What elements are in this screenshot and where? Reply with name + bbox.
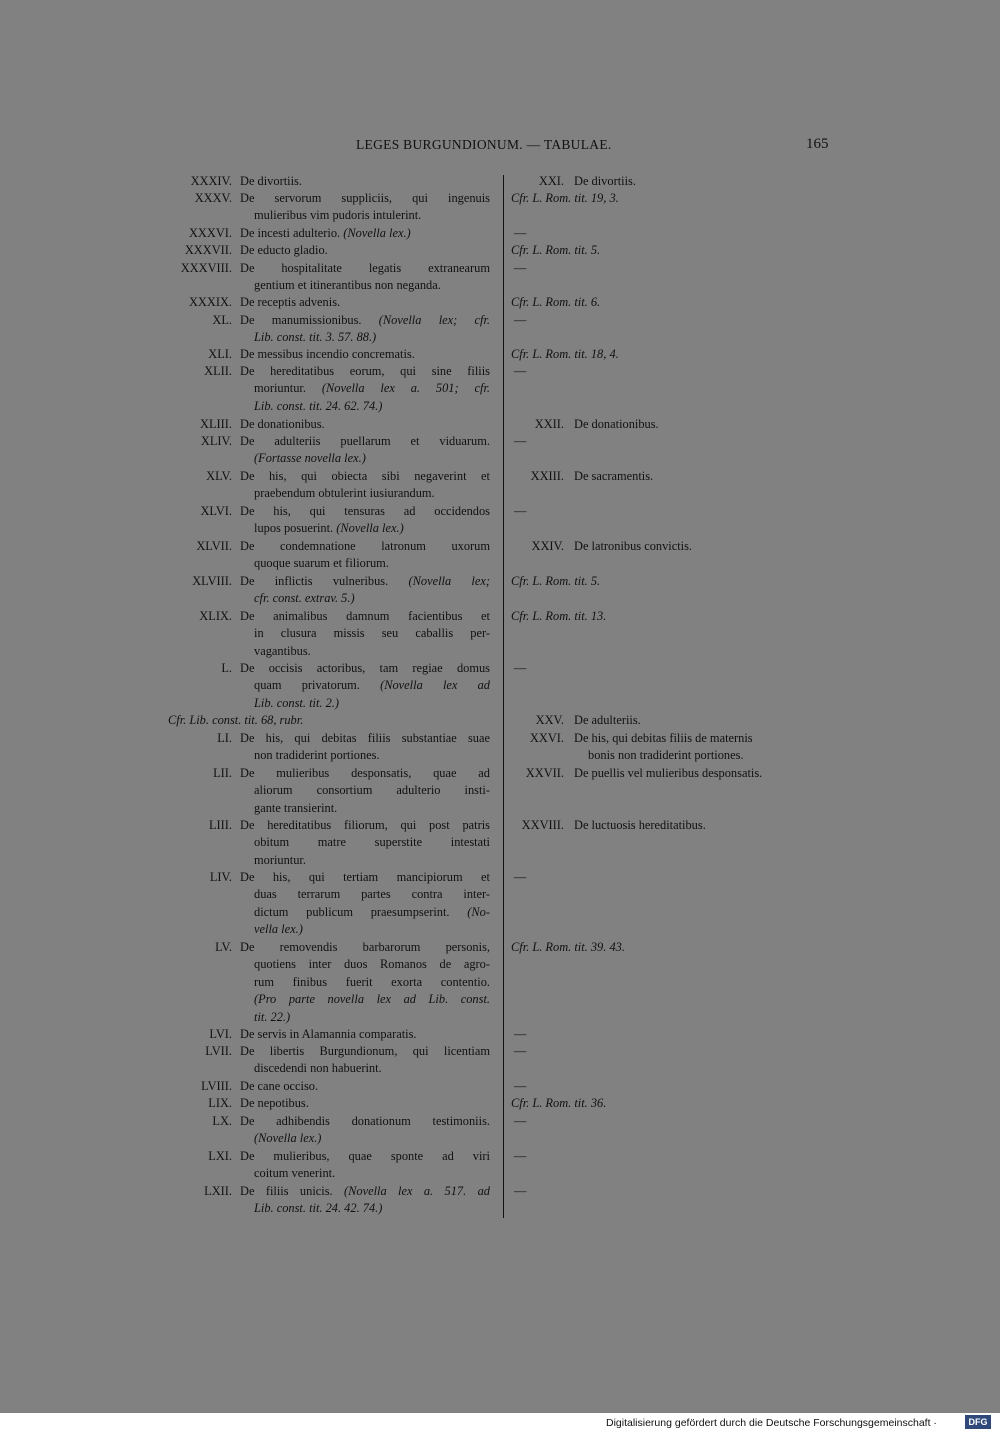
no-reference-dash: — — [514, 1027, 527, 1041]
concordance-number: XXVI. — [529, 731, 564, 745]
roman-law-reference: Cfr. L. Rom. tit. 36. — [511, 1096, 607, 1110]
no-reference-dash: — — [514, 1079, 527, 1093]
roman-law-reference: Cfr. L. Rom. tit. 19, 3. — [511, 191, 619, 205]
title-line: obitum matre superstite intestati — [254, 835, 490, 850]
title-number: LXI. — [208, 1149, 232, 1163]
title-number: LIX. — [208, 1096, 232, 1110]
title-line: De his, qui obiecta sibi negaverint et — [240, 469, 490, 483]
concordance-line: De his, qui debitas filiis de maternis — [574, 731, 753, 745]
title-number: LX. — [212, 1114, 232, 1128]
title-number: XXXIX. — [188, 295, 232, 309]
concordance-number: XXII. — [534, 417, 564, 431]
title-number: XLVIII. — [192, 574, 232, 588]
title-line: De adulteriis puellarum et viduarum. — [240, 434, 490, 448]
title-line: De condemnatione latronum uxorum — [240, 539, 490, 553]
title-line: gentium et itinerantibus non neganda. — [254, 278, 441, 293]
title-line: (Fortasse novella lex.) — [254, 451, 366, 466]
title-line: De mulieribus, quae sponte ad viri — [240, 1149, 490, 1163]
title-number: XXXIV. — [190, 174, 232, 188]
concordance-number: XXVII. — [525, 766, 564, 780]
title-line: De incesti adulterio. (Novella lex.) — [240, 226, 411, 240]
concordance-title: De sacramentis. — [574, 469, 654, 483]
title-line: De servis in Alamannia comparatis. — [240, 1027, 417, 1041]
title-text — [240, 190, 490, 225]
concordance-number: XXI. — [538, 174, 564, 188]
title-line: moriuntur. (Novella lex a. 501; cfr. — [254, 381, 490, 396]
title-text — [240, 242, 490, 259]
no-reference-dash: — — [514, 226, 527, 240]
title-line: De libertis Burgundionum, qui licentiam — [240, 1044, 490, 1058]
dfg-logo: DFG — [965, 1415, 991, 1429]
title-text — [240, 817, 490, 869]
title-text — [240, 1148, 490, 1183]
title-line: De receptis advenis. — [240, 295, 341, 309]
title-line: De inflictis vulneribus. (Novella lex; — [240, 574, 490, 588]
title-number: XXXVI. — [188, 226, 232, 240]
concordance-number: XXIII. — [530, 469, 564, 483]
title-line: De his, qui tensuras ad occidendos — [240, 504, 490, 518]
title-line: De mulieribus desponsatis, quae ad — [240, 766, 490, 780]
title-line: De servorum suppliciis, qui ingenuis — [240, 191, 490, 205]
title-number: XLII. — [204, 364, 232, 378]
no-reference-dash: — — [514, 1184, 527, 1198]
concordance-title: De divortiis. — [574, 174, 636, 188]
concordance-title — [574, 730, 834, 765]
title-number: XLVII. — [196, 539, 232, 553]
title-number: XXXVIII. — [180, 261, 232, 275]
title-line: quoque suarum et filiorum. — [254, 556, 389, 571]
title-text — [240, 468, 490, 503]
running-head: LEGES BURGUNDIONUM. — TABULAE. — [356, 137, 612, 152]
title-line: De adhibendis donationum testimoniis. — [240, 1114, 490, 1128]
title-text — [240, 312, 490, 347]
title-line: Lib. const. tit. 2.) — [254, 695, 340, 710]
title-text — [240, 363, 490, 415]
title-line: cfr. const. extrav. 5.) — [254, 591, 355, 606]
title-text — [240, 173, 490, 190]
title-line: (Novella lex.) — [254, 1131, 322, 1146]
title-number: XL. — [212, 313, 232, 327]
no-reference-dash: — — [514, 870, 527, 884]
no-reference-dash: — — [514, 364, 527, 378]
no-reference-dash: — — [514, 661, 527, 675]
title-number: LXII. — [204, 1184, 232, 1198]
concordance-number: XXV. — [535, 713, 564, 727]
title-number: LVIII. — [201, 1079, 232, 1093]
title-text — [240, 869, 490, 939]
title-number: XLVI. — [200, 504, 232, 518]
title-number: XXXVII. — [184, 243, 232, 257]
concordance-number: XXIV. — [531, 539, 564, 553]
title-line: De hereditatibus eorum, qui sine filiis — [240, 364, 490, 378]
title-number: LIII. — [208, 818, 232, 832]
title-text — [240, 260, 490, 295]
title-line: De nepotibus. — [240, 1096, 309, 1110]
title-line: coitum venerint. — [254, 1166, 336, 1181]
title-text — [240, 1183, 490, 1218]
title-line: De hospitalitate legatis extranearum — [240, 261, 490, 275]
title-text — [240, 294, 490, 311]
roman-law-reference: Cfr. L. Rom. tit. 18, 4. — [511, 347, 619, 361]
title-text — [240, 765, 490, 817]
funding-note: Digitalisierung gefördert durch die Deutsche Forschungsgemeinschaft · — [606, 1417, 937, 1429]
title-text — [240, 503, 490, 538]
title-text — [240, 730, 490, 765]
title-line: De occisis actoribus, tam regiae domus — [240, 661, 490, 675]
title-text — [240, 939, 490, 1026]
title-text — [240, 608, 490, 660]
title-number: LV. — [215, 940, 232, 954]
title-text — [240, 538, 490, 573]
no-reference-dash: — — [514, 434, 527, 448]
title-line: (Pro parte novella lex ad Lib. const. — [254, 992, 490, 1007]
column-divider — [503, 175, 504, 1218]
title-line: De manumissionibus. (Novella lex; cfr. — [240, 313, 490, 327]
title-line: De educto gladio. — [240, 243, 328, 257]
no-reference-dash: — — [514, 313, 527, 327]
title-line: tit. 22.) — [254, 1009, 291, 1024]
concordance-title: De luctuosis hereditatibus. — [574, 818, 706, 832]
title-text — [240, 225, 490, 242]
title-number: L. — [221, 661, 232, 675]
concordance-title: De donationibus. — [574, 417, 659, 431]
title-text — [240, 660, 490, 712]
no-reference-dash: — — [514, 504, 527, 518]
title-line: discedendi non habuerint. — [254, 1061, 382, 1076]
title-line: Lib. const. tit. 24. 62. 74.) — [254, 398, 383, 413]
no-reference-dash: — — [514, 1044, 527, 1058]
title-line: aliorum consortium adulterio insti- — [254, 783, 490, 798]
concordance-number: XXVIII. — [521, 818, 564, 832]
roman-law-reference: Cfr. L. Rom. tit. 5. — [511, 243, 601, 257]
title-number: XLV. — [206, 469, 232, 483]
title-line: De animalibus damnum facientibus et — [240, 609, 490, 623]
title-text — [240, 573, 490, 608]
concordance-title: De puellis vel mulieribus desponsatis. — [574, 766, 763, 780]
title-text — [240, 1026, 490, 1043]
title-line: Lib. const. tit. 3. 57. 88.) — [254, 330, 377, 345]
title-line: De divortiis. — [240, 174, 302, 188]
title-line: lupos posuerint. (Novella lex.) — [254, 521, 404, 536]
title-text — [240, 346, 490, 363]
title-number: LVI. — [209, 1027, 232, 1041]
title-line: moriuntur. — [254, 852, 306, 867]
title-line: mulieribus vim pudoris intulerint. — [254, 208, 422, 223]
title-line: quam privatorum. (Novella lex ad — [254, 678, 490, 693]
title-line: rum finibus fuerit exorta contentio. — [254, 974, 490, 989]
title-number: XLIV. — [200, 434, 232, 448]
title-line: vagantibus. — [254, 643, 311, 658]
title-number: XXXV. — [194, 191, 232, 205]
concordance-title: De adulteriis. — [574, 713, 641, 727]
title-line: De his, qui debitas filiis substantiae suae — [240, 731, 490, 745]
title-number: LII. — [213, 766, 232, 780]
title-line: dictum publicum praesumpserint. (No- — [254, 904, 490, 919]
concordance-title: De latronibus convictis. — [574, 539, 693, 553]
title-number: LI. — [217, 731, 232, 745]
roman-law-reference: Cfr. L. Rom. tit. 6. — [511, 295, 601, 309]
title-text — [240, 1095, 490, 1112]
title-text — [240, 1078, 490, 1095]
page-number: 165 — [806, 136, 829, 152]
title-text — [240, 1043, 490, 1078]
title-line: in clusura missis seu caballis per- — [254, 626, 490, 641]
roman-law-reference: Cfr. L. Rom. tit. 13. — [511, 609, 607, 623]
title-number: XLIX. — [199, 609, 232, 623]
title-line: quotiens inter duos Romanos de agro- — [254, 957, 490, 972]
title-line: duas terrarum partes contra inter- — [254, 887, 490, 902]
title-line: gante transierint. — [254, 800, 338, 815]
title-number: XLIII. — [200, 417, 232, 431]
title-line: De cane occiso. — [240, 1079, 319, 1093]
cross-reference: Cfr. Lib. const. tit. 68, rubr. — [168, 713, 304, 727]
title-line: De donationibus. — [240, 417, 325, 431]
no-reference-dash: — — [514, 261, 527, 275]
title-line: non tradiderint portiones. — [254, 748, 380, 763]
title-text — [240, 416, 490, 433]
title-line: De hereditatibus filiorum, qui post patris — [240, 818, 490, 832]
title-line: praebendum obtulerint iusiurandum. — [254, 486, 435, 501]
no-reference-dash: — — [514, 1149, 527, 1163]
title-line: vella lex.) — [254, 922, 303, 937]
title-line: De messibus incendio concrematis. — [240, 347, 415, 361]
no-reference-dash: — — [514, 1114, 527, 1128]
title-text — [240, 1113, 490, 1148]
concordance-line: bonis non tradiderint portiones. — [588, 748, 744, 763]
title-text — [240, 433, 490, 468]
title-line: De filiis unicis. (Novella lex a. 517. ad — [240, 1184, 490, 1198]
title-line: De removendis barbarorum personis, — [240, 940, 490, 954]
title-number: LVII. — [205, 1044, 232, 1058]
title-number: XLI. — [208, 347, 232, 361]
title-line: Lib. const. tit. 24. 42. 74.) — [254, 1201, 383, 1216]
roman-law-reference: Cfr. L. Rom. tit. 5. — [511, 574, 601, 588]
title-number: LIV. — [209, 870, 232, 884]
roman-law-reference: Cfr. L. Rom. tit. 39. 43. — [511, 940, 625, 954]
title-line: De his, qui tertiam mancipiorum et — [240, 870, 490, 884]
